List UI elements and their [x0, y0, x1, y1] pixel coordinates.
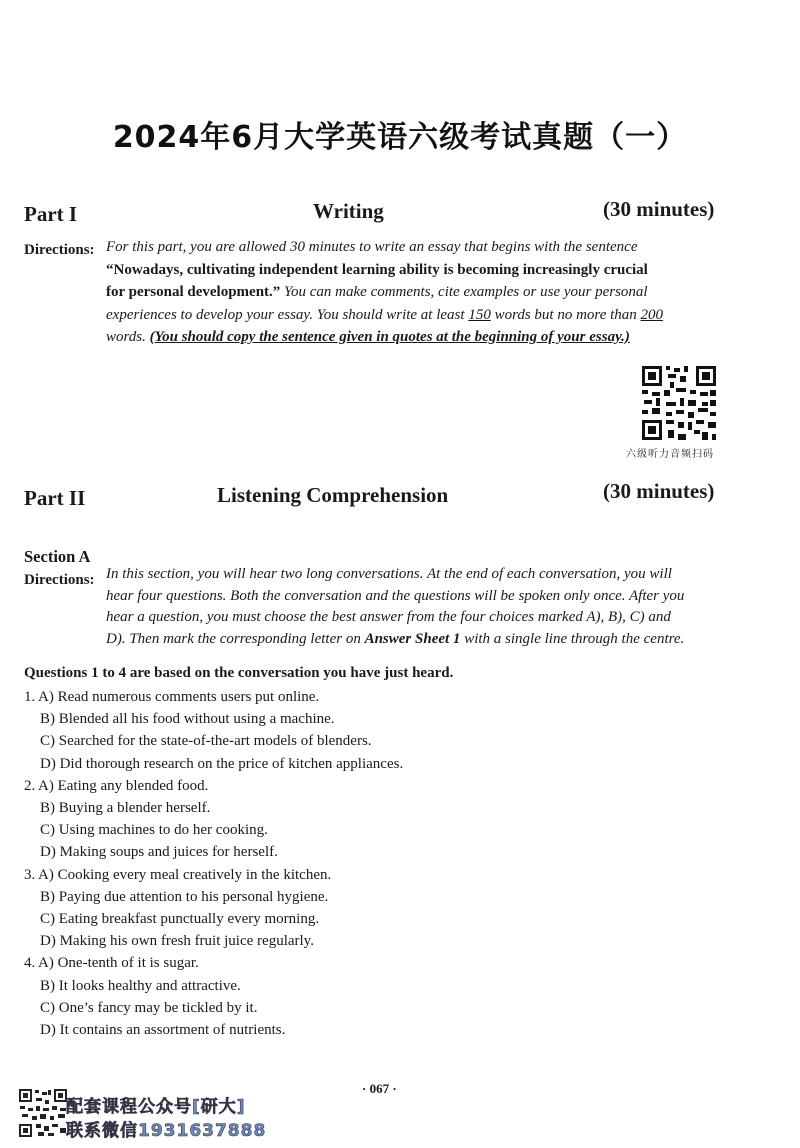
word-min: 150: [468, 306, 491, 323]
footer-qr-code[interactable]: [18, 1088, 68, 1138]
section-a-directions: [106, 564, 746, 650]
part1-directions: [106, 236, 736, 349]
question-item: [24, 686, 524, 775]
part2-time: (30 minutes): [603, 479, 715, 503]
question-number: 2.: [24, 777, 36, 794]
qr-code[interactable]: [640, 364, 718, 442]
option-a[interactable]: A) One-tenth of it is sugar.: [38, 955, 199, 972]
option-a[interactable]: A) Read numerous comments users put online.: [38, 689, 320, 705]
option-d[interactable]: D) It contains an assortment of nutrients.: [40, 1022, 286, 1039]
option-c[interactable]: C) Using machines to do her cooking.: [40, 822, 268, 839]
question-item: [24, 775, 524, 864]
questions-heading: Questions 1 to 4 are based on the conversation you have just heard.: [24, 665, 454, 681]
option-d[interactable]: D) Making his own fresh fruit juice regularly.: [40, 933, 314, 950]
directions-line: hear four questions. Both the conversation and the questions will be spoken only once. After you: [106, 587, 685, 604]
option-c[interactable]: C) Searched for the state-of-the-art models of blenders.: [40, 733, 372, 750]
option-a[interactable]: A) Cooking every meal creatively in the kitchen.: [38, 866, 332, 883]
section-a-title: Section A: [24, 547, 91, 566]
footer-qr-image: [18, 1088, 68, 1138]
option-a[interactable]: A) Eating any blended food.: [38, 777, 209, 794]
option-d[interactable]: D) Making soups and juices for herself.: [40, 844, 278, 861]
directions-quote-line: “Nowadays, cultivating independent learning ability is becoming increasingly crucial: [106, 261, 648, 278]
question-list: [24, 686, 524, 1041]
page-title: 2024年6月大学英语六级考试真题（一）: [112, 120, 688, 155]
directions-line: In this section, you will hear two long conversations. At the end of each conversation, you will: [106, 566, 672, 582]
option-c[interactable]: C) One’s fancy may be tickled by it.: [40, 999, 258, 1016]
question-item: [24, 864, 524, 953]
part1-label: Part I: [24, 202, 78, 226]
section-a-directions-label: Directions:: [24, 572, 95, 588]
part2-label: Part II: [24, 486, 86, 510]
question-item: [24, 952, 524, 1041]
directions-text: experiences to develop your essay. You should write at least: [106, 306, 469, 323]
directions-quote-end: for personal development.”: [106, 284, 281, 300]
footer-line-1: 配套课程公众号[研大]: [66, 1097, 246, 1117]
footer-line-2: 联系微信1931637888: [66, 1121, 267, 1141]
copy-instruction: (You should copy the sentence given in quotes at the beginning of your essay.): [149, 329, 630, 345]
option-b[interactable]: B) Paying due attention to his personal hygiene.: [40, 888, 329, 905]
question-number: 1.: [24, 689, 36, 705]
answer-sheet-ref: Answer Sheet 1: [364, 630, 461, 647]
option-b[interactable]: B) Buying a blender herself.: [40, 800, 211, 817]
directions-text: words but no more than: [490, 306, 641, 323]
qr-code-image: [640, 364, 718, 442]
option-b[interactable]: B) It looks healthy and attractive.: [40, 977, 241, 994]
page-number: · 067 ·: [362, 1081, 397, 1096]
part1-time: (30 minutes): [603, 197, 715, 221]
question-number: 4.: [24, 955, 36, 972]
part1-name: Writing: [313, 199, 384, 223]
part1-directions-label: Directions:: [24, 242, 95, 258]
option-b[interactable]: B) Blended all his food without using a machine.: [40, 711, 335, 728]
qr-caption: 六级听力音频扫码: [626, 449, 714, 460]
directions-text: with a single line through the centre.: [460, 630, 685, 647]
word-max: 200: [640, 306, 664, 323]
option-d[interactable]: D) Did thorough research on the price of kitchen appliances.: [40, 755, 404, 772]
directions-line: hear a question, you must choose the best answer from the four choices marked A), B), C) and: [106, 609, 671, 625]
part2-name: Listening Comprehension: [217, 483, 449, 507]
directions-text: words.: [106, 329, 150, 345]
directions-line: For this part, you are allowed 30 minutes to write an essay that begins with the sentence: [106, 239, 638, 255]
option-c[interactable]: C) Eating breakfast punctually every morning.: [40, 911, 320, 928]
directions-text: D). Then mark the corresponding letter on: [106, 630, 365, 647]
question-number: 3.: [24, 866, 36, 883]
directions-text: You can make comments, cite examples or use your personal: [280, 284, 648, 300]
